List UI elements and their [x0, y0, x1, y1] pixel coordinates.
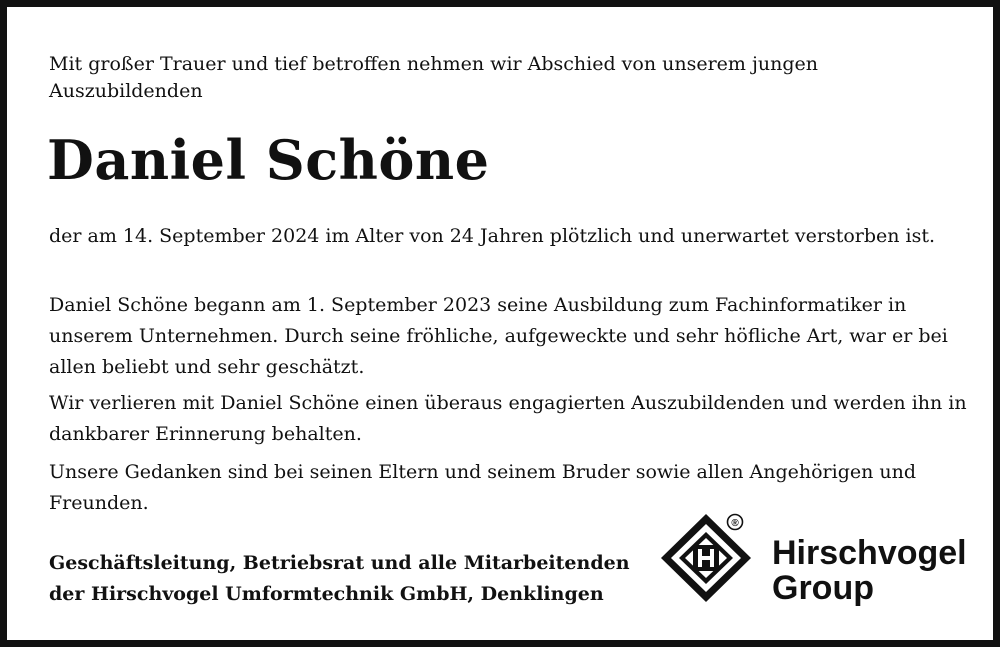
logo-wordmark: [772, 536, 967, 606]
signature-line-2: der Hirschvogel Umformtechnik GmbH, Denklingen: [49, 583, 604, 605]
signature: [49, 548, 669, 610]
hirschvogel-diamond-h-logo-icon: [659, 510, 769, 620]
logo-name-line-1: Hirschvogel: [772, 534, 967, 572]
deceased-name: Daniel Schöne: [47, 128, 490, 192]
paragraph-condolences: Unsere Gedanken sind bei seinen Eltern und seinem Bruder sowie allen Angehörigen und Freunden.: [49, 461, 917, 514]
paragraph-death-date: der am 14. September 2024 im Alter von 24 Jahren plötzlich und unerwartet verstorben ist.: [49, 225, 936, 247]
paragraph-apprenticeship: Daniel Schöne begann am 1. September 2023 seine Ausbildung zum Fachinformatiker in unserem Unternehmen. Durch seine fröhliche, aufgeweckte und sehr höfliche Art, war er bei allen beliebt und sehr geschätzt.: [49, 294, 948, 378]
company-logo: [659, 510, 979, 620]
signature-line-1: Geschäftsleitung, Betriebsrat und alle Mitarbeitenden: [49, 552, 630, 574]
logo-name-line-2: Group: [772, 569, 874, 607]
registered-mark: ®: [731, 518, 739, 529]
intro-text: Mit großer Trauer und tief betroffen nehmen wir Abschied von unserem jungen Auszubildenden: [49, 53, 818, 102]
paragraph-remembrance: Wir verlieren mit Daniel Schöne einen überaus engagierten Auszubildenden und werden ihn in dankbarer Erinnerung behalten.: [49, 392, 967, 445]
